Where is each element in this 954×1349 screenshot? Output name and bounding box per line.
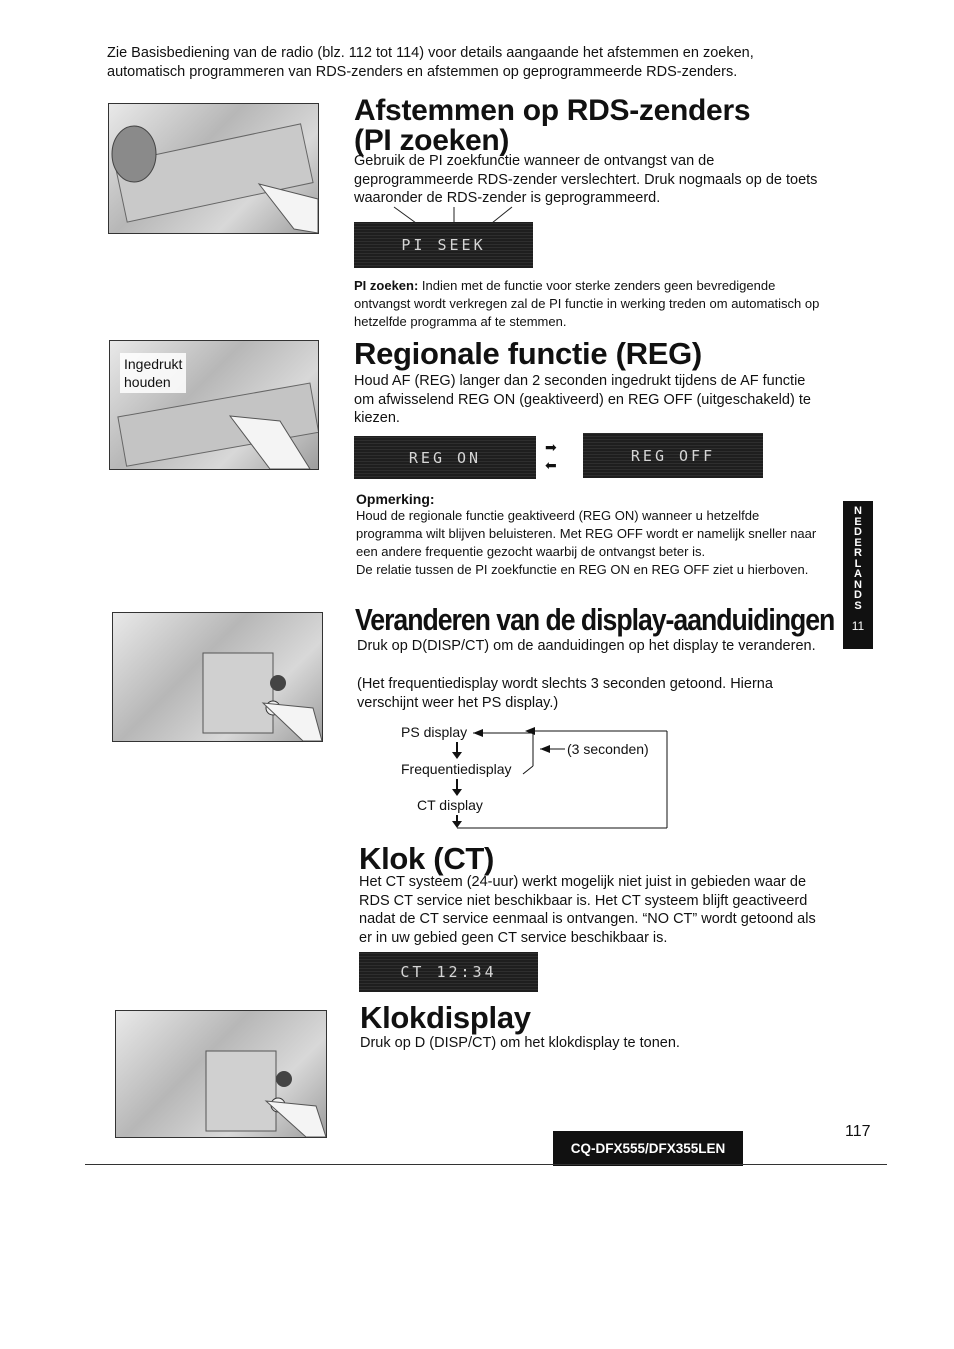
section-title: Regionale functie (REG)	[354, 336, 702, 371]
side-tab-letter: A	[854, 568, 862, 580]
section-title: Klok (CT)	[359, 841, 495, 876]
radio-photo-disp	[112, 612, 323, 742]
side-tab-letter: N	[854, 578, 862, 591]
side-tab-number: 11	[851, 619, 865, 633]
lcd-display-reg-off: REG OFF	[583, 433, 763, 478]
side-tab-letter: E	[854, 515, 862, 528]
side-tab-letter: R	[854, 547, 862, 559]
note-heading: Opmerking:	[356, 491, 435, 507]
radio-illustration	[109, 104, 318, 233]
section-title-line1: Afstemmen op RDS-zenders	[354, 94, 751, 127]
section-body: Druk op D (DISP/CT) om het klokdisplay te tonen.	[360, 1035, 680, 1051]
arrow-left-icon: ⬅	[545, 457, 557, 473]
note-text: Indien met de functie voor sterke zenders geen bevredigende ontvangst wordt verkregen zal de PI functie in werking treden om automatisch op hetzelfde programma af te stemmen.	[354, 278, 820, 329]
section-title: Veranderen van de display-aanduidingen	[355, 602, 835, 637]
section-body-2: (Het frequentiedisplay wordt slechts 3 seconden getoond. Hierna verschijnt weer het PS display.)	[357, 676, 773, 711]
side-tab-letter: D	[854, 526, 862, 538]
lcd-display-pi-seek: PI SEEK	[354, 222, 533, 268]
flow-note: (3 seconden)	[567, 741, 649, 757]
section-body-1: Druk op D(DISP/CT) om de aanduidingen op het display te veranderen.	[357, 638, 816, 654]
radio-illustration	[116, 1011, 326, 1137]
flow-ct-display: CT display	[417, 797, 483, 813]
flow-diagram-lines	[440, 722, 672, 832]
photo-label	[120, 353, 186, 393]
radio-illustration	[113, 613, 322, 741]
note-paragraph-1: Houd de regionale functie geaktiveerd (REG ON) wanneer u hetzelfde programma wilt blijven beluisteren. Met REG OFF wordt er namelijk sneller naar een andere frequentie gezocht waarbij de ontvangst beter is.	[356, 508, 817, 559]
language-side-tab	[843, 501, 873, 649]
note-label: PI zoeken:	[354, 278, 419, 293]
section-title: Klokdisplay	[360, 1000, 531, 1035]
flow-frequency-display: Frequentiedisplay	[401, 761, 512, 777]
section-title	[354, 96, 750, 156]
radio-photo-clock	[115, 1010, 327, 1138]
model-label: CQ-DFX555/DFX355LEN	[553, 1131, 743, 1166]
radio-photo-pi	[108, 103, 319, 234]
section-body: Gebruik de PI zoekfunctie wanneer de ontvangst van de geprogrammeerde RDS-zender verslechtert. Druk nogmaals op de toets waaronder de RDS-zender is geprogrammeerd.	[354, 153, 818, 206]
photo-label-line1: Ingedrukt	[124, 356, 183, 372]
side-tab-letter: N	[854, 505, 862, 517]
lcd-display-ct: CT 12:34	[359, 952, 538, 992]
section-title-line2: (PI zoeken)	[354, 124, 510, 157]
side-tab-letter: L	[854, 557, 862, 570]
note-paragraph-2: De relatie tussen de PI zoekfunctie en REG ON en REG OFF ziet u hierboven.	[356, 562, 809, 577]
side-tab-letter: D	[854, 589, 862, 601]
page-number: 117	[845, 1123, 871, 1140]
footer-rule	[85, 1164, 887, 1165]
lcd-display-reg-on: REG ON	[354, 436, 536, 479]
section-body: Houd AF (REG) langer dan 2 seconden ingedrukt tijdens de AF functie om afwisselend REG ON (geaktiveerd) en REG OFF (uitgeschakeld) te kiezen.	[354, 373, 811, 426]
side-tab-letter: S	[854, 599, 862, 612]
note-pi	[354, 277, 829, 331]
flow-ps-display: PS display	[401, 724, 468, 740]
radio-photo-reg	[109, 340, 319, 470]
section-body: Het CT systeem (24-uur) werkt mogelijk niet juist in gebieden waar de RDS CT service niet beschikbaar is. Het CT systeem blijft geactiveerd nadat de CT service eenmaal is ontvangen. “NO CT” wordt getoond als er in uw gebied geen CT service beschikbaar is.	[359, 874, 816, 946]
toggle-arrows	[545, 438, 557, 474]
side-tab-letter: E	[854, 536, 862, 549]
photo-label-line2: houden	[124, 374, 171, 390]
intro-text: Zie Basisbediening van de radio (blz. 112 tot 114) voor details aangaande het afstemmen en zoeken, automatisch programmeren van RDS-zenders en afstemmen op geprogrammeerde RDS-zenders.	[107, 45, 754, 80]
arrow-right-icon: ➡	[545, 439, 557, 455]
